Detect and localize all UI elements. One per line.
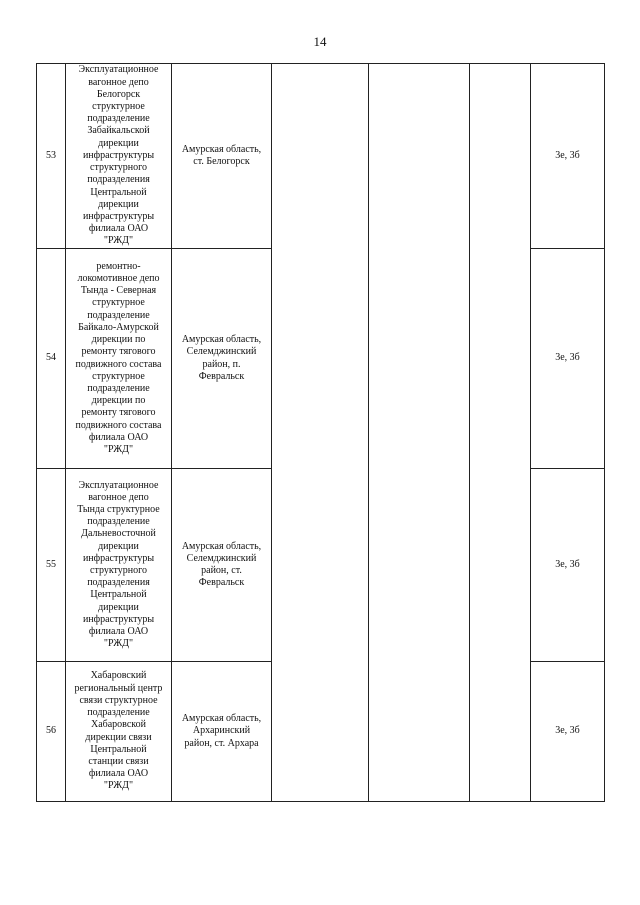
organization-cell: Хабаровский региональный центр связи структурное подразделение Хабаровской дирекции связи Центральной станции связи филиала ОАО "РЖД"	[66, 662, 172, 802]
empty-merged-cell	[470, 64, 531, 802]
location-cell: Амурская область, Селемджинский район, ст. Февральск	[172, 469, 272, 662]
page-number: 14	[313, 34, 327, 49]
organization-cell: Эксплуатационное вагонное депо Тында структурное подразделение Дальневосточной дирекции инфраструктуры структурного подразделения Центральной дирекции инфраструктуры филиала ОАО "РЖД"	[66, 469, 172, 662]
organization-cell: ремонтно- локомотивное депо Тында - Северная структурное подразделение Байкало-Амурской дирекции по ремонту тягового подвижного состава структурное подразделение дирекции по ремонту тягового подвижного состава филиала ОАО "РЖД"	[66, 249, 172, 469]
classes-cell: 3е, 3б	[531, 249, 605, 469]
row-number: 56	[37, 662, 66, 802]
classes-cell: 3е, 3б	[531, 64, 605, 249]
organization-cell: Эксплуатационное вагонное депо Белогорск структурное подразделение Забайкальской дирекции инфраструктуры структурного подразделения Центральной дирекции инфраструктуры филиала ОАО "РЖД"	[66, 64, 172, 249]
row-number: 53	[37, 64, 66, 249]
classes-cell: 3е, 3б	[531, 469, 605, 662]
empty-merged-cell	[369, 64, 470, 802]
location-cell: Амурская область, Селемджинский район, п. Февральск	[172, 249, 272, 469]
empty-merged-cell	[272, 64, 369, 802]
table-row	[37, 64, 605, 249]
classes-cell: 3е, 3б	[531, 662, 605, 802]
row-number: 54	[37, 249, 66, 469]
registry-table	[36, 63, 605, 802]
row-number: 55	[37, 469, 66, 662]
location-cell: Амурская область, ст. Белогорск	[172, 64, 272, 249]
location-cell: Амурская область, Архаринский район, ст. Архара	[172, 662, 272, 802]
